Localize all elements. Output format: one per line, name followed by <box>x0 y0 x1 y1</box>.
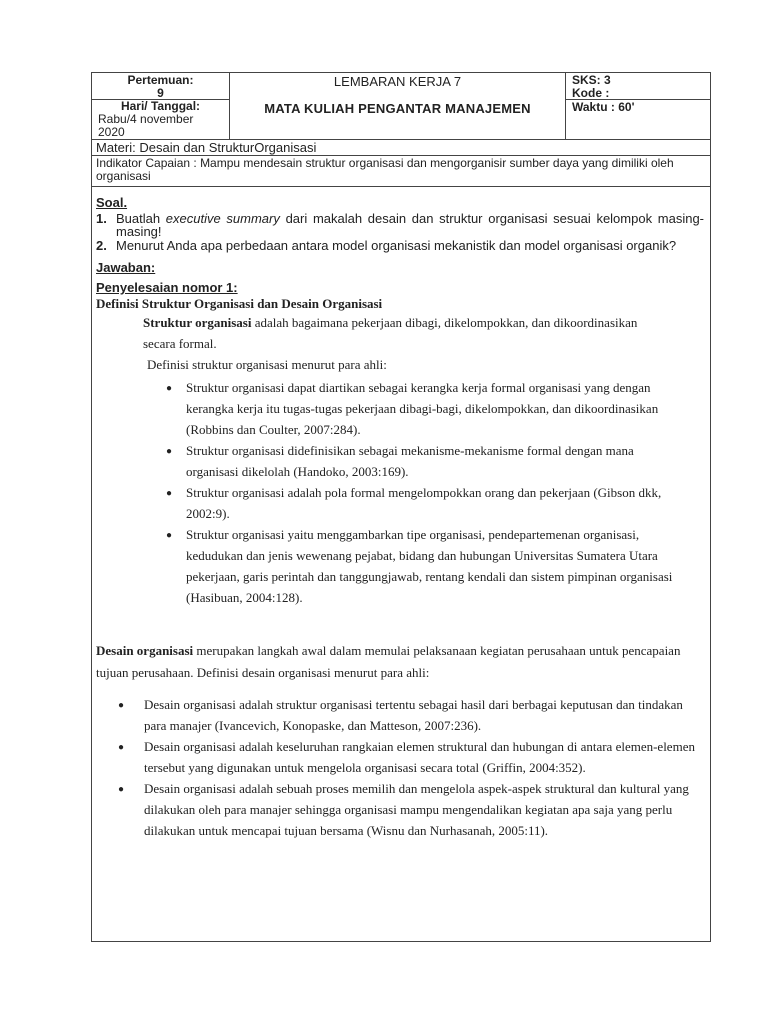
list-item-text: Desain organisasi adalah keseluruhan rangkaian elemen struktural dan hubungan di antara elemen-elemen tersebut yang digunakan untuk mengelola organisasi secara total (Griffin, 2004:352). <box>144 739 695 775</box>
soal-item-1 <box>96 212 704 238</box>
soal-item-2 <box>96 239 704 252</box>
section1-lead-text: adalah bagaimana pekerjaan dibagi, dikelompokkan, dan dikoordinasikan secara formal. <box>143 315 638 351</box>
list-item <box>166 524 686 608</box>
hari-cell <box>92 100 230 140</box>
penyelesaian-heading: Penyelesaian nomor 1: <box>96 280 238 295</box>
title-cell <box>230 73 566 140</box>
list-item-text: Struktur organisasi adalah pola formal mengelompokkan orang dan pekerjaan (Gibson dkk, 2002:9). <box>186 485 662 521</box>
list-item-text: Desain organisasi adalah sebuah proses memilih dan mengelola aspek-aspek struktural dan kultural yang dilakukan oleh para manajer sehingga organisasi mampu mengendalikan kegiatan apa saja yang perlu dilakukan untuk mencapai tujuan bersama (Wisnu dan Nurhasanah, 2005:11). <box>144 781 689 838</box>
bullet-icon: ● <box>166 446 173 457</box>
bullet-icon: ● <box>166 530 173 541</box>
pertemuan-cell <box>92 73 230 100</box>
soal-item-1-text-a: Buatlah <box>116 211 166 226</box>
indikator-row: Indikator Capaian : Mampu mendesain struktur organisasi dan mengorganisir sumber daya yang dimiliki oleh organisasi <box>92 156 710 187</box>
bullet-icon: ● <box>118 700 125 711</box>
list-item-text: Desain organisasi adalah struktur organisasi tertentu sebagai hasil dari berbagai keputusan dan tindakan para manajer (Ivancevich, Konopaske, dan Matteson, 2007:236). <box>144 697 683 733</box>
list-item <box>166 440 686 482</box>
section1-intro: Definisi struktur organisasi menurut para ahli: <box>147 357 387 372</box>
section2-lead <box>96 640 704 684</box>
hari-label: Hari/ Tanggal: <box>120 99 201 113</box>
section1-lead <box>143 312 643 354</box>
bullet-icon: ● <box>166 383 173 394</box>
sks-value: SKS: 3 <box>572 73 611 87</box>
soal-item-1-text-b: dari makalah desain dan struktur organisasi sesuai kelompok masing-masing! <box>116 211 705 239</box>
soal-item-2-number: 2. <box>96 238 107 253</box>
soal-item-1-emphasis: executive summary <box>165 211 280 226</box>
list-item <box>118 736 700 778</box>
header-table <box>92 73 710 187</box>
list-item-text: Struktur organisasi didefinisikan sebagai mekanisme-mekanisme formal dengan mana organisasi dikelolah (Handoko, 2003:169). <box>186 443 634 479</box>
kode-value: Kode : <box>572 86 610 100</box>
sheet-title: LEMBARAN KERJA 7 <box>333 74 462 89</box>
section2-lead-text: merupakan langkah awal dalam memulai pelaksanaan kegiatan perusahaan untuk pencapaian tujuan perusahaan. Definisi desain organisasi menurut para ahli: <box>96 643 681 680</box>
section1-lead-term: Struktur organisasi <box>143 315 252 330</box>
jawaban-heading: Jawaban: <box>96 260 156 275</box>
section2-bullets <box>118 694 700 841</box>
worksheet-frame <box>91 72 711 942</box>
waktu-cell <box>566 100 710 140</box>
course-title: MATA KULIAH PENGANTAR MANAJEMEN <box>264 101 531 116</box>
list-item-text: Struktur organisasi yaitu menggambarkan tipe organisasi, pendepartemenan organisasi, kedudukan dan jenis wewenang pejabat, bidang dan hubungan Universitas Sumatera Utara pekerjaan, garis perintah dan tanggungjawab, rentang kendali dan sistem pimpinan organisasi (Hasibuan, 2004:128). <box>186 527 673 605</box>
list-item-text: Struktur organisasi dapat diartikan sebagai kerangka kerja formal organisasi yang dengan kerangka kerja itu tugas-tugas pekerjaan dibagi-bagi, dikelompokkan, dan dikoordinasikan (Robbins dan Coulter, 2007:284). <box>186 380 659 437</box>
list-item <box>118 778 700 841</box>
list-item <box>166 377 686 440</box>
bullet-icon: ● <box>118 742 125 753</box>
bullet-icon: ● <box>118 784 125 795</box>
soal-item-2-text: Menurut Anda apa perbedaan antara model organisasi mekanistik dan model organisasi organik? <box>116 238 677 253</box>
hari-value: Rabu/4 november 2020 <box>98 112 194 139</box>
waktu-value: Waktu : 60' <box>572 100 635 114</box>
list-item <box>118 694 700 736</box>
sks-cell <box>566 73 710 100</box>
soal-title: Soal. <box>96 195 128 210</box>
bullet-icon: ● <box>166 488 173 499</box>
soal-item-1-number: 1. <box>96 211 107 226</box>
list-item <box>166 482 686 524</box>
pertemuan-value: 9 <box>157 86 164 100</box>
section1-heading: Definisi Struktur Organisasi dan Desain Organisasi <box>96 296 383 311</box>
pertemuan-label: Pertemuan: <box>127 73 194 87</box>
section2-lead-term: Desain organisasi <box>96 643 194 658</box>
content <box>96 195 704 841</box>
materi-row: Materi: Desain dan StrukturOrganisasi <box>92 140 710 156</box>
section1-bullets <box>166 377 686 608</box>
